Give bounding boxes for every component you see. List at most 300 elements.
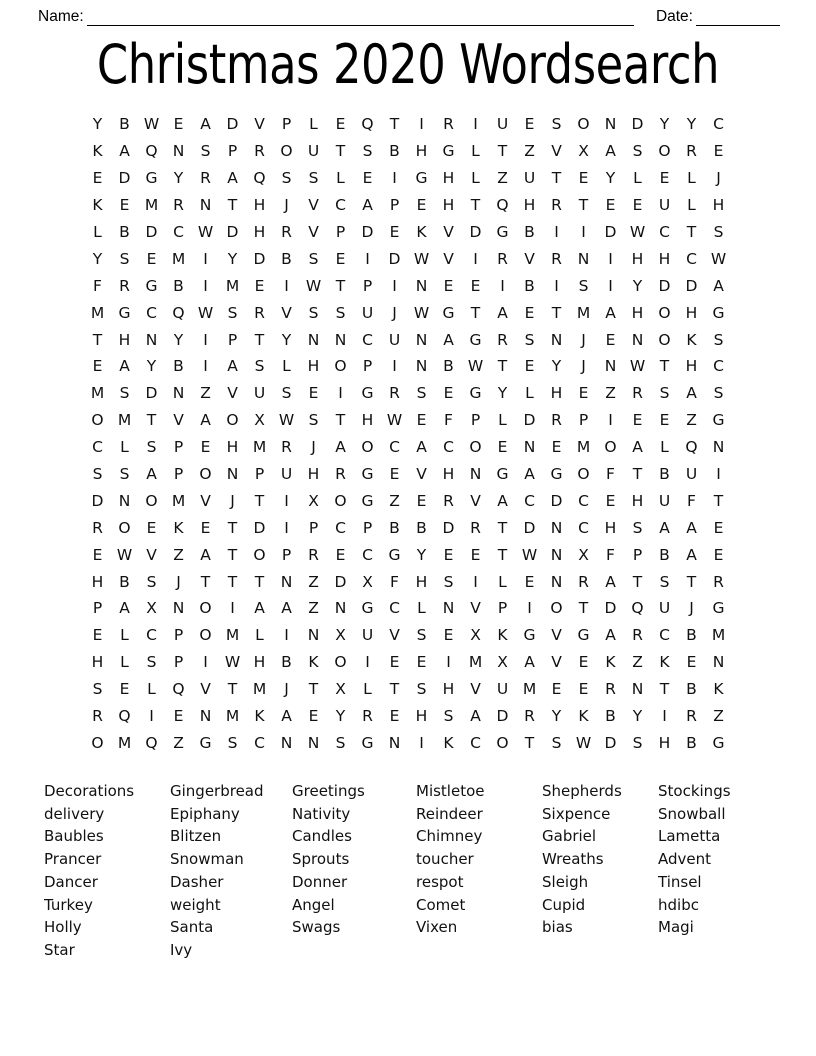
grid-cell[interactable]: I — [392, 276, 397, 295]
grid-cell[interactable]: O — [496, 733, 509, 752]
grid-cell[interactable]: T — [632, 465, 643, 484]
grid-cell[interactable]: H — [307, 357, 320, 376]
grid-cell[interactable]: S — [416, 384, 427, 403]
grid-cell[interactable]: K — [92, 196, 103, 215]
grid-cell[interactable]: E — [605, 196, 616, 215]
grid-cell[interactable]: A — [497, 491, 508, 510]
grid-cell[interactable]: T — [308, 680, 319, 699]
grid-cell[interactable]: I — [419, 733, 424, 752]
grid-cell[interactable]: V — [227, 384, 238, 403]
grid-cell[interactable]: R — [362, 707, 373, 726]
grid-cell[interactable]: V — [200, 491, 211, 510]
grid-cell[interactable]: Y — [92, 249, 103, 268]
grid-cell[interactable]: C — [713, 357, 724, 376]
grid-cell[interactable]: Y — [281, 330, 292, 349]
grid-cell[interactable]: S — [416, 680, 427, 699]
grid-cell[interactable]: S — [281, 169, 292, 188]
word-list-item[interactable]: Sprouts — [292, 850, 350, 869]
grid-cell[interactable]: T — [335, 411, 346, 430]
grid-cell[interactable]: N — [307, 330, 320, 349]
grid-cell[interactable]: Q — [361, 115, 374, 134]
grid-cell[interactable]: D — [253, 518, 266, 537]
grid-cell[interactable]: R — [578, 572, 589, 591]
grid-cell[interactable]: C — [362, 545, 373, 564]
grid-cell[interactable]: R — [713, 572, 724, 591]
grid-cell[interactable]: W — [224, 653, 241, 672]
grid-cell[interactable]: E — [632, 411, 643, 430]
grid-cell[interactable]: B — [389, 142, 400, 161]
grid-cell[interactable]: N — [631, 330, 644, 349]
grid-cell[interactable]: P — [227, 330, 238, 349]
grid-cell[interactable]: T — [659, 357, 670, 376]
grid-cell[interactable]: W — [305, 276, 322, 295]
grid-cell[interactable]: Q — [145, 733, 158, 752]
grid-cell[interactable]: E — [308, 384, 319, 403]
grid-cell[interactable]: T — [335, 142, 346, 161]
grid-cell[interactable]: O — [577, 115, 590, 134]
grid-cell[interactable]: Q — [145, 142, 158, 161]
grid-cell[interactable]: I — [392, 357, 397, 376]
grid-cell[interactable]: R — [443, 491, 454, 510]
grid-cell[interactable]: H — [361, 411, 374, 430]
grid-cell[interactable]: G — [496, 465, 509, 484]
grid-cell[interactable]: H — [631, 249, 644, 268]
grid-cell[interactable]: B — [119, 572, 130, 591]
grid-cell[interactable]: E — [713, 142, 724, 161]
grid-cell[interactable]: S — [308, 169, 319, 188]
grid-cell[interactable]: G — [118, 303, 131, 322]
grid-cell[interactable]: E — [254, 276, 265, 295]
grid-cell[interactable]: L — [471, 169, 480, 188]
grid-cell[interactable]: P — [173, 438, 184, 457]
grid-cell[interactable]: T — [578, 196, 589, 215]
grid-cell[interactable]: A — [200, 411, 211, 430]
grid-cell[interactable]: E — [200, 518, 211, 537]
grid-cell[interactable]: U — [496, 115, 509, 134]
word-list-item[interactable]: Tinsel — [658, 872, 702, 891]
grid-cell[interactable]: H — [442, 196, 455, 215]
grid-cell[interactable]: M — [90, 384, 105, 403]
grid-cell[interactable]: T — [254, 330, 265, 349]
grid-cell[interactable]: X — [254, 411, 265, 430]
grid-cell[interactable]: I — [203, 276, 208, 295]
grid-cell[interactable]: R — [470, 518, 481, 537]
grid-cell[interactable]: T — [497, 357, 508, 376]
grid-cell[interactable]: Q — [172, 303, 185, 322]
grid-cell[interactable]: B — [173, 276, 184, 295]
grid-cell[interactable]: W — [629, 357, 646, 376]
grid-cell[interactable]: W — [197, 303, 214, 322]
grid-cell[interactable]: J — [284, 680, 289, 699]
grid-cell[interactable]: E — [578, 653, 589, 672]
grid-cell[interactable]: M — [576, 438, 591, 457]
grid-cell[interactable]: N — [631, 680, 644, 699]
grid-cell[interactable]: T — [659, 680, 670, 699]
word-list-item[interactable]: Shepherds — [542, 782, 622, 800]
grid-cell[interactable]: I — [662, 707, 667, 726]
grid-cell[interactable]: P — [254, 465, 265, 484]
grid-cell[interactable]: T — [227, 196, 238, 215]
grid-cell[interactable]: A — [335, 438, 346, 457]
grid-cell[interactable]: Z — [686, 411, 697, 430]
grid-cell[interactable]: T — [92, 330, 103, 349]
grid-cell[interactable]: X — [470, 626, 481, 645]
grid-cell[interactable]: G — [469, 330, 482, 349]
grid-cell[interactable]: Z — [389, 491, 400, 510]
grid-cell[interactable]: A — [686, 384, 697, 403]
grid-cell[interactable]: A — [119, 142, 130, 161]
grid-cell[interactable]: E — [92, 357, 103, 376]
grid-cell[interactable]: R — [173, 196, 184, 215]
grid-cell[interactable]: C — [659, 223, 670, 241]
grid-cell[interactable]: P — [578, 411, 589, 430]
grid-cell[interactable]: P — [92, 599, 103, 618]
grid-cell[interactable]: X — [362, 572, 373, 591]
grid-cell[interactable]: V — [551, 653, 562, 672]
grid-cell[interactable]: J — [230, 491, 235, 510]
grid-cell[interactable]: G — [577, 626, 590, 645]
grid-cell[interactable]: E — [524, 115, 535, 134]
grid-cell[interactable]: N — [145, 330, 158, 349]
grid-cell[interactable]: L — [120, 653, 129, 672]
word-list-item[interactable]: Turkey — [44, 895, 93, 914]
grid-cell[interactable]: H — [685, 303, 698, 322]
grid-cell[interactable]: R — [254, 303, 265, 322]
grid-cell[interactable]: C — [686, 249, 697, 268]
grid-cell[interactable]: D — [334, 572, 347, 591]
grid-cell[interactable]: M — [576, 303, 591, 322]
grid-cell[interactable]: E — [335, 115, 346, 134]
grid-cell[interactable]: R — [605, 680, 616, 699]
grid-cell[interactable]: N — [415, 357, 428, 376]
grid-cell[interactable]: O — [334, 653, 347, 672]
word-list-item[interactable]: Cupid — [542, 895, 586, 914]
grid-cell[interactable]: R — [254, 142, 265, 161]
grid-cell[interactable]: M — [90, 303, 105, 322]
grid-cell[interactable]: U — [658, 491, 671, 510]
grid-cell[interactable]: B — [524, 223, 535, 241]
grid-cell[interactable]: R — [497, 330, 508, 349]
grid-cell[interactable]: G — [712, 733, 725, 752]
word-list-item[interactable]: hdibc — [658, 895, 699, 914]
grid-cell[interactable]: F — [606, 465, 615, 484]
grid-cell[interactable]: H — [712, 196, 725, 215]
grid-cell[interactable]: G — [361, 465, 374, 484]
date-write-in-line[interactable] — [696, 10, 780, 26]
grid-cell[interactable]: E — [389, 707, 400, 726]
grid-cell[interactable]: O — [91, 411, 104, 430]
grid-cell[interactable]: I — [473, 249, 478, 268]
word-list-item[interactable]: Sleigh — [542, 872, 589, 891]
grid-cell[interactable]: N — [550, 330, 563, 349]
grid-cell[interactable]: E — [389, 465, 400, 484]
grid-cell[interactable]: N — [712, 438, 725, 457]
grid-cell[interactable]: B — [443, 357, 454, 376]
grid-cell[interactable]: W — [413, 249, 430, 268]
grid-cell[interactable]: Q — [253, 169, 266, 188]
grid-cell[interactable]: D — [226, 115, 239, 134]
grid-cell[interactable]: S — [227, 733, 238, 752]
grid-cell[interactable]: L — [120, 626, 129, 645]
word-list-item[interactable]: Snowball — [658, 804, 726, 823]
grid-cell[interactable]: K — [308, 653, 319, 672]
grid-cell[interactable]: P — [281, 115, 292, 134]
grid-cell[interactable]: K — [713, 680, 724, 699]
grid-cell[interactable]: U — [496, 680, 509, 699]
grid-cell[interactable]: E — [173, 115, 184, 134]
grid-cell[interactable]: N — [388, 733, 401, 752]
grid-cell[interactable]: N — [712, 653, 725, 672]
grid-cell[interactable]: C — [713, 115, 724, 134]
word-list-item[interactable]: Magi — [658, 918, 694, 937]
grid-cell[interactable]: C — [146, 303, 157, 322]
grid-cell[interactable]: R — [551, 196, 562, 215]
grid-cell[interactable]: P — [173, 653, 184, 672]
grid-cell[interactable]: P — [281, 545, 292, 564]
grid-cell[interactable]: R — [632, 626, 643, 645]
grid-cell[interactable]: B — [119, 223, 130, 241]
grid-cell[interactable]: L — [147, 680, 156, 699]
grid-cell[interactable]: S — [551, 115, 562, 134]
grid-cell[interactable]: P — [173, 626, 184, 645]
grid-cell[interactable]: R — [524, 707, 535, 726]
grid-cell[interactable]: A — [254, 599, 265, 618]
grid-cell[interactable]: A — [632, 438, 643, 457]
grid-cell[interactable]: T — [497, 545, 508, 564]
grid-cell[interactable]: M — [225, 276, 240, 295]
grid-cell[interactable]: M — [522, 680, 537, 699]
grid-cell[interactable]: E — [443, 276, 454, 295]
grid-cell[interactable]: V — [416, 465, 427, 484]
grid-cell[interactable]: U — [685, 465, 698, 484]
grid-cell[interactable]: T — [254, 572, 265, 591]
grid-cell[interactable]: S — [416, 626, 427, 645]
grid-cell[interactable]: Q — [496, 196, 509, 215]
grid-cell[interactable]: G — [145, 276, 158, 295]
grid-cell[interactable]: S — [524, 330, 535, 349]
grid-cell[interactable]: H — [631, 491, 644, 510]
grid-cell[interactable]: O — [469, 438, 482, 457]
grid-cell[interactable]: O — [280, 142, 293, 161]
grid-cell[interactable]: D — [496, 707, 509, 726]
grid-cell[interactable]: Z — [605, 384, 616, 403]
grid-cell[interactable]: M — [171, 249, 186, 268]
grid-cell[interactable]: A — [497, 303, 508, 322]
grid-cell[interactable]: Y — [632, 707, 643, 726]
grid-cell[interactable]: I — [284, 626, 289, 645]
grid-cell[interactable]: D — [658, 276, 671, 295]
grid-cell[interactable]: M — [711, 626, 726, 645]
word-list-item[interactable]: Lametta — [658, 827, 721, 846]
grid-cell[interactable]: G — [442, 303, 455, 322]
grid-cell[interactable]: T — [632, 572, 643, 591]
grid-cell[interactable]: A — [659, 518, 670, 537]
grid-cell[interactable]: H — [307, 465, 320, 484]
grid-cell[interactable]: C — [254, 733, 265, 752]
grid-cell[interactable]: A — [200, 115, 211, 134]
grid-cell[interactable]: N — [334, 330, 347, 349]
word-list-item[interactable]: Stockings — [658, 782, 731, 800]
word-list-item[interactable]: Comet — [416, 895, 466, 914]
grid-cell[interactable]: E — [200, 438, 211, 457]
grid-cell[interactable]: B — [686, 733, 697, 752]
grid-cell[interactable]: S — [119, 384, 130, 403]
grid-cell[interactable]: U — [361, 303, 374, 322]
grid-cell[interactable]: T — [200, 572, 211, 591]
grid-cell[interactable]: Z — [173, 733, 184, 752]
grid-cell[interactable]: C — [443, 438, 454, 457]
grid-cell[interactable]: W — [521, 545, 538, 564]
grid-cell[interactable]: E — [146, 518, 157, 537]
grid-cell[interactable]: E — [443, 626, 454, 645]
grid-cell[interactable]: S — [119, 249, 130, 268]
grid-cell[interactable]: B — [119, 115, 130, 134]
grid-cell[interactable]: U — [307, 142, 320, 161]
grid-cell[interactable]: M — [117, 411, 132, 430]
word-list-item[interactable]: Mistletoe — [416, 782, 485, 800]
grid-cell[interactable]: R — [335, 465, 346, 484]
word-list-item[interactable]: Gabriel — [542, 827, 597, 846]
grid-cell[interactable]: V — [308, 196, 319, 215]
grid-cell[interactable]: S — [551, 733, 562, 752]
grid-cell[interactable]: K — [659, 653, 670, 672]
grid-cell[interactable]: A — [227, 169, 238, 188]
word-list-item[interactable]: Dancer — [44, 872, 98, 891]
word-list-item[interactable]: Gingerbread — [170, 782, 264, 800]
grid-cell[interactable]: X — [578, 142, 589, 161]
grid-cell[interactable]: S — [308, 249, 319, 268]
word-list-item[interactable]: Candles — [292, 827, 352, 846]
grid-cell[interactable]: J — [176, 572, 181, 591]
grid-cell[interactable]: D — [604, 733, 617, 752]
grid-cell[interactable]: H — [550, 384, 563, 403]
grid-cell[interactable]: Q — [118, 707, 131, 726]
grid-cell[interactable]: S — [308, 303, 319, 322]
grid-cell[interactable]: T — [227, 518, 238, 537]
grid-cell[interactable]: A — [524, 653, 535, 672]
grid-cell[interactable]: Y — [605, 169, 616, 188]
grid-cell[interactable]: O — [361, 438, 374, 457]
grid-cell[interactable]: N — [280, 733, 293, 752]
grid-cell[interactable]: H — [442, 465, 455, 484]
grid-cell[interactable]: G — [712, 411, 725, 430]
grid-cell[interactable]: E — [497, 438, 508, 457]
wordsearch-grid[interactable] — [84, 111, 732, 756]
word-list-item[interactable]: Chimney — [416, 827, 483, 846]
grid-cell[interactable]: D — [226, 223, 239, 241]
grid-cell[interactable]: S — [443, 572, 454, 591]
grid-cell[interactable]: A — [443, 330, 454, 349]
grid-cell[interactable]: R — [281, 223, 292, 241]
grid-cell[interactable]: L — [471, 142, 480, 161]
grid-cell[interactable]: I — [203, 357, 208, 376]
grid-cell[interactable]: H — [631, 303, 644, 322]
grid-cell[interactable]: N — [172, 384, 185, 403]
grid-cell[interactable]: I — [203, 653, 208, 672]
grid-cell[interactable]: Q — [631, 599, 644, 618]
grid-cell[interactable]: W — [278, 411, 295, 430]
grid-cell[interactable]: S — [713, 330, 724, 349]
grid-cell[interactable]: W — [629, 223, 646, 241]
grid-cell[interactable]: Z — [308, 599, 319, 618]
grid-cell[interactable]: C — [335, 518, 346, 537]
grid-cell[interactable]: E — [551, 438, 562, 457]
grid-cell[interactable]: A — [686, 518, 697, 537]
grid-cell[interactable]: I — [419, 115, 424, 134]
grid-cell[interactable]: T — [497, 142, 508, 161]
grid-cell[interactable]: Y — [659, 115, 670, 134]
grid-cell[interactable]: V — [470, 491, 481, 510]
grid-cell[interactable]: S — [254, 357, 265, 376]
grid-cell[interactable]: E — [443, 384, 454, 403]
grid-cell[interactable]: D — [523, 518, 536, 537]
grid-cell[interactable]: N — [550, 518, 563, 537]
grid-cell[interactable]: K — [578, 707, 589, 726]
grid-cell[interactable]: V — [443, 249, 454, 268]
grid-cell[interactable]: B — [389, 518, 400, 537]
grid-cell[interactable]: M — [252, 438, 267, 457]
grid-cell[interactable]: D — [442, 518, 455, 537]
grid-cell[interactable]: W — [575, 733, 592, 752]
grid-cell[interactable]: R — [119, 276, 130, 295]
grid-cell[interactable]: V — [470, 680, 481, 699]
grid-cell[interactable]: I — [284, 276, 289, 295]
grid-cell[interactable]: W — [197, 223, 214, 241]
grid-cell[interactable]: H — [523, 196, 536, 215]
grid-cell[interactable]: F — [390, 572, 399, 591]
grid-cell[interactable]: P — [362, 518, 373, 537]
grid-cell[interactable]: Z — [173, 545, 184, 564]
grid-cell[interactable]: L — [687, 169, 696, 188]
grid-cell[interactable]: U — [280, 465, 293, 484]
grid-cell[interactable]: B — [173, 357, 184, 376]
grid-cell[interactable]: G — [712, 599, 725, 618]
grid-cell[interactable]: L — [633, 169, 642, 188]
grid-cell[interactable]: X — [308, 491, 319, 510]
grid-cell[interactable]: E — [416, 196, 427, 215]
grid-cell[interactable]: O — [91, 733, 104, 752]
grid-cell[interactable]: E — [146, 249, 157, 268]
grid-cell[interactable]: W — [467, 357, 484, 376]
grid-cell[interactable]: A — [605, 572, 616, 591]
word-list-item[interactable]: Dasher — [170, 872, 224, 891]
grid-cell[interactable]: S — [335, 733, 346, 752]
grid-cell[interactable]: H — [442, 680, 455, 699]
grid-cell[interactable]: G — [712, 303, 725, 322]
grid-cell[interactable]: D — [604, 599, 617, 618]
grid-cell[interactable]: E — [524, 572, 535, 591]
grid-cell[interactable]: N — [172, 142, 185, 161]
grid-cell[interactable]: V — [146, 545, 157, 564]
grid-cell[interactable]: Y — [227, 249, 238, 268]
grid-cell[interactable]: R — [92, 518, 103, 537]
grid-cell[interactable]: Q — [685, 438, 698, 457]
grid-cell[interactable]: I — [365, 249, 370, 268]
grid-cell[interactable]: T — [254, 491, 265, 510]
grid-cell[interactable]: S — [632, 733, 643, 752]
grid-cell[interactable]: N — [226, 465, 239, 484]
grid-cell[interactable]: R — [551, 411, 562, 430]
grid-cell[interactable]: Y — [173, 330, 184, 349]
grid-cell[interactable]: I — [554, 223, 559, 241]
word-list-item[interactable]: Prancer — [44, 850, 102, 869]
word-list-item[interactable]: delivery — [44, 804, 105, 823]
grid-cell[interactable]: G — [361, 491, 374, 510]
grid-cell[interactable]: N — [415, 276, 428, 295]
grid-cell[interactable]: N — [550, 545, 563, 564]
grid-cell[interactable]: D — [145, 223, 158, 241]
grid-cell[interactable]: Y — [416, 545, 427, 564]
